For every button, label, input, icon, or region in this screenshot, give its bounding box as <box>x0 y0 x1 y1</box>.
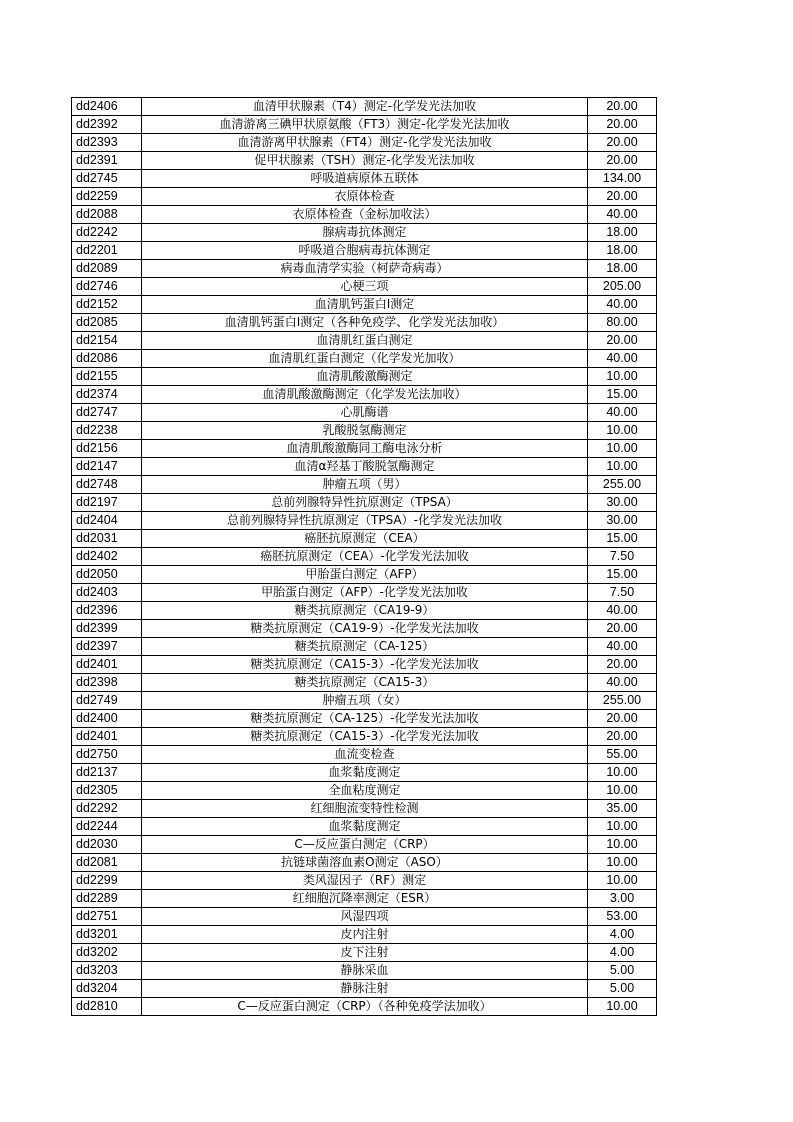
table-row <box>72 386 657 404</box>
item-name-cell: 静脉采血 <box>142 962 588 980</box>
table-row <box>72 440 657 458</box>
item-name-cell: 血清肌钙蛋白Ⅰ测定 <box>142 296 588 314</box>
item-code-cell: dd2810 <box>72 998 142 1016</box>
table-row <box>72 656 657 674</box>
item-price-cell: 7.50 <box>588 548 657 566</box>
item-price-cell: 4.00 <box>588 944 657 962</box>
table-row <box>72 728 657 746</box>
item-name-cell: 衣原体检查 <box>142 188 588 206</box>
item-price-cell: 15.00 <box>588 566 657 584</box>
item-code-cell: dd2238 <box>72 422 142 440</box>
table-row <box>72 908 657 926</box>
item-code-cell: dd2396 <box>72 602 142 620</box>
item-name-cell: 心梗三项 <box>142 278 588 296</box>
item-code-cell: dd2401 <box>72 656 142 674</box>
item-name-cell: 糖类抗原测定（CA15-3）-化学发光法加收 <box>142 728 588 746</box>
item-price-cell: 40.00 <box>588 602 657 620</box>
item-price-cell: 10.00 <box>588 818 657 836</box>
item-name-cell: 病毒血清学实验（柯萨奇病毒） <box>142 260 588 278</box>
table-row <box>72 962 657 980</box>
item-name-cell: C—反应蛋白测定（CRP）（各种免疫学法加收） <box>142 998 588 1016</box>
item-price-cell: 10.00 <box>588 458 657 476</box>
item-code-cell: dd2399 <box>72 620 142 638</box>
table-row <box>72 854 657 872</box>
item-name-cell: 静脉注射 <box>142 980 588 998</box>
item-price-cell: 30.00 <box>588 494 657 512</box>
item-price-cell: 15.00 <box>588 530 657 548</box>
item-code-cell: dd2086 <box>72 350 142 368</box>
item-price-cell: 10.00 <box>588 998 657 1016</box>
table-row <box>72 134 657 152</box>
item-price-cell: 20.00 <box>588 134 657 152</box>
table-row <box>72 404 657 422</box>
item-price-cell: 10.00 <box>588 836 657 854</box>
item-name-cell: 抗链球菌溶血素O测定（ASO） <box>142 854 588 872</box>
item-name-cell: 肿瘤五项（女） <box>142 692 588 710</box>
item-code-cell: dd2085 <box>72 314 142 332</box>
table-row <box>72 836 657 854</box>
table-row <box>72 620 657 638</box>
item-name-cell: 糖类抗原测定（CA-125）-化学发光法加收 <box>142 710 588 728</box>
item-price-cell: 35.00 <box>588 800 657 818</box>
item-code-cell: dd3202 <box>72 944 142 962</box>
table-row <box>72 818 657 836</box>
item-name-cell: 糖类抗原测定（CA19-9） <box>142 602 588 620</box>
table-row <box>72 98 657 116</box>
item-name-cell: 衣原体检查（金标加收法） <box>142 206 588 224</box>
item-code-cell: dd2404 <box>72 512 142 530</box>
item-code-cell: dd2374 <box>72 386 142 404</box>
item-name-cell: 血清甲状腺素（T4）测定-化学发光法加收 <box>142 98 588 116</box>
table-row <box>72 242 657 260</box>
item-name-cell: 皮下注射 <box>142 944 588 962</box>
item-price-cell: 40.00 <box>588 296 657 314</box>
table-row <box>72 152 657 170</box>
item-price-cell: 18.00 <box>588 224 657 242</box>
item-price-cell: 55.00 <box>588 746 657 764</box>
item-code-cell: dd3201 <box>72 926 142 944</box>
item-code-cell: dd2289 <box>72 890 142 908</box>
table-row <box>72 170 657 188</box>
item-name-cell: 血清游离甲状腺素（FT4）测定-化学发光法加收 <box>142 134 588 152</box>
item-code-cell: dd2154 <box>72 332 142 350</box>
item-code-cell: dd2242 <box>72 224 142 242</box>
item-price-cell: 4.00 <box>588 926 657 944</box>
table-row <box>72 710 657 728</box>
item-price-cell: 7.50 <box>588 584 657 602</box>
table-row <box>72 368 657 386</box>
item-price-cell: 40.00 <box>588 206 657 224</box>
item-price-cell: 20.00 <box>588 152 657 170</box>
item-name-cell: 呼吸道病原体五联体 <box>142 170 588 188</box>
item-price-cell: 10.00 <box>588 422 657 440</box>
item-name-cell: 血清肌红蛋白测定（化学发光加收） <box>142 350 588 368</box>
item-price-cell: 53.00 <box>588 908 657 926</box>
item-price-cell: 20.00 <box>588 620 657 638</box>
item-code-cell: dd2292 <box>72 800 142 818</box>
item-code-cell: dd2299 <box>72 872 142 890</box>
item-price-cell: 3.00 <box>588 890 657 908</box>
item-code-cell: dd2393 <box>72 134 142 152</box>
item-name-cell: 甲胎蛋白测定（AFP） <box>142 566 588 584</box>
item-code-cell: dd2259 <box>72 188 142 206</box>
item-name-cell: 癌胚抗原测定（CEA） <box>142 530 588 548</box>
item-price-cell: 10.00 <box>588 854 657 872</box>
table-row <box>72 602 657 620</box>
item-code-cell: dd2749 <box>72 692 142 710</box>
table-row <box>72 350 657 368</box>
item-name-cell: 甲胎蛋白测定（AFP）-化学发光法加收 <box>142 584 588 602</box>
table-row <box>72 296 657 314</box>
item-price-cell: 40.00 <box>588 638 657 656</box>
item-name-cell: 血清游离三碘甲状原氨酸（FT3）测定-化学发光法加收 <box>142 116 588 134</box>
item-code-cell: dd2398 <box>72 674 142 692</box>
item-price-cell: 255.00 <box>588 476 657 494</box>
table-row <box>72 224 657 242</box>
table-row <box>72 800 657 818</box>
item-name-cell: 心肌酶谱 <box>142 404 588 422</box>
table-row <box>72 422 657 440</box>
item-price-cell: 20.00 <box>588 332 657 350</box>
item-code-cell: dd2152 <box>72 296 142 314</box>
item-code-cell: dd2406 <box>72 98 142 116</box>
item-code-cell: dd2747 <box>72 404 142 422</box>
item-name-cell: 红细胞流变特性检测 <box>142 800 588 818</box>
table-row <box>72 548 657 566</box>
price-table <box>71 97 657 1016</box>
item-code-cell: dd2156 <box>72 440 142 458</box>
table-row <box>72 980 657 998</box>
item-code-cell: dd2401 <box>72 728 142 746</box>
item-code-cell: dd2137 <box>72 764 142 782</box>
table-row <box>72 782 657 800</box>
table-row <box>72 206 657 224</box>
item-name-cell: 肿瘤五项（男） <box>142 476 588 494</box>
table-row <box>72 494 657 512</box>
item-price-cell: 10.00 <box>588 782 657 800</box>
table-row <box>72 872 657 890</box>
item-price-cell: 40.00 <box>588 404 657 422</box>
item-price-cell: 20.00 <box>588 188 657 206</box>
item-price-cell: 40.00 <box>588 674 657 692</box>
item-code-cell: dd2391 <box>72 152 142 170</box>
item-price-cell: 10.00 <box>588 764 657 782</box>
table-row <box>72 746 657 764</box>
item-name-cell: 血浆黏度测定 <box>142 818 588 836</box>
table-row <box>72 188 657 206</box>
item-code-cell: dd2402 <box>72 548 142 566</box>
item-name-cell: 皮内注射 <box>142 926 588 944</box>
item-name-cell: 癌胚抗原测定（CEA）-化学发光法加收 <box>142 548 588 566</box>
item-code-cell: dd2155 <box>72 368 142 386</box>
table-row <box>72 638 657 656</box>
item-price-cell: 18.00 <box>588 242 657 260</box>
table-row <box>72 278 657 296</box>
item-code-cell: dd2746 <box>72 278 142 296</box>
item-price-cell: 10.00 <box>588 440 657 458</box>
item-name-cell: 腺病毒抗体测定 <box>142 224 588 242</box>
item-name-cell: 血清肌红蛋白测定 <box>142 332 588 350</box>
table-row <box>72 458 657 476</box>
item-code-cell: dd2745 <box>72 170 142 188</box>
item-code-cell: dd3204 <box>72 980 142 998</box>
item-price-cell: 20.00 <box>588 116 657 134</box>
item-name-cell: 糖类抗原测定（CA15-3） <box>142 674 588 692</box>
table-row <box>72 314 657 332</box>
item-code-cell: dd2030 <box>72 836 142 854</box>
table-row <box>72 260 657 278</box>
item-code-cell: dd2403 <box>72 584 142 602</box>
item-name-cell: 血浆黏度测定 <box>142 764 588 782</box>
item-code-cell: dd3203 <box>72 962 142 980</box>
item-name-cell: 糖类抗原测定（CA19-9）-化学发光法加收 <box>142 620 588 638</box>
table-row <box>72 116 657 134</box>
item-name-cell: 血清肌酸激酶测定 <box>142 368 588 386</box>
table-row <box>72 764 657 782</box>
item-name-cell: 风湿四项 <box>142 908 588 926</box>
item-price-cell: 20.00 <box>588 98 657 116</box>
item-code-cell: dd2147 <box>72 458 142 476</box>
table-row <box>72 674 657 692</box>
item-price-cell: 5.00 <box>588 980 657 998</box>
item-name-cell: 类风湿因子（RF）测定 <box>142 872 588 890</box>
item-code-cell: dd2750 <box>72 746 142 764</box>
item-name-cell: 红细胞沉降率测定（ESR） <box>142 890 588 908</box>
table-row <box>72 584 657 602</box>
item-price-cell: 134.00 <box>588 170 657 188</box>
item-code-cell: dd2088 <box>72 206 142 224</box>
item-price-cell: 15.00 <box>588 386 657 404</box>
item-name-cell: 总前列腺特异性抗原测定（TPSA） <box>142 494 588 512</box>
item-code-cell: dd2751 <box>72 908 142 926</box>
item-code-cell: dd2748 <box>72 476 142 494</box>
item-name-cell: 糖类抗原测定（CA15-3）-化学发光法加收 <box>142 656 588 674</box>
table-row <box>72 332 657 350</box>
item-price-cell: 18.00 <box>588 260 657 278</box>
item-code-cell: dd2050 <box>72 566 142 584</box>
table-row <box>72 890 657 908</box>
table-row <box>72 566 657 584</box>
item-name-cell: 血清肌酸激酶测定（化学发光法加收） <box>142 386 588 404</box>
item-price-cell: 205.00 <box>588 278 657 296</box>
item-code-cell: dd2031 <box>72 530 142 548</box>
item-code-cell: dd2400 <box>72 710 142 728</box>
item-code-cell: dd2197 <box>72 494 142 512</box>
item-name-cell: 总前列腺特异性抗原测定（TPSA）-化学发光法加收 <box>142 512 588 530</box>
item-price-cell: 20.00 <box>588 728 657 746</box>
item-name-cell: C—反应蛋白测定（CRP） <box>142 836 588 854</box>
item-price-cell: 80.00 <box>588 314 657 332</box>
item-name-cell: 血流变检查 <box>142 746 588 764</box>
table-row <box>72 998 657 1016</box>
item-price-cell: 40.00 <box>588 350 657 368</box>
item-code-cell: dd2201 <box>72 242 142 260</box>
item-code-cell: dd2089 <box>72 260 142 278</box>
item-code-cell: dd2392 <box>72 116 142 134</box>
table-row <box>72 476 657 494</box>
table-row <box>72 512 657 530</box>
item-name-cell: 血清α羟基丁酸脱氢酶测定 <box>142 458 588 476</box>
table-row <box>72 926 657 944</box>
item-price-cell: 20.00 <box>588 656 657 674</box>
item-name-cell: 全血粘度测定 <box>142 782 588 800</box>
item-code-cell: dd2081 <box>72 854 142 872</box>
item-price-cell: 10.00 <box>588 872 657 890</box>
table-row <box>72 530 657 548</box>
item-code-cell: dd2305 <box>72 782 142 800</box>
table-row <box>72 692 657 710</box>
table-row <box>72 944 657 962</box>
item-name-cell: 促甲状腺素（TSH）测定-化学发光法加收 <box>142 152 588 170</box>
item-price-cell: 30.00 <box>588 512 657 530</box>
item-code-cell: dd2397 <box>72 638 142 656</box>
item-name-cell: 血清肌钙蛋白Ⅰ测定（各种免疫学、化学发光法加收） <box>142 314 588 332</box>
item-price-cell: 5.00 <box>588 962 657 980</box>
item-name-cell: 呼吸道合胞病毒抗体测定 <box>142 242 588 260</box>
item-code-cell: dd2244 <box>72 818 142 836</box>
item-name-cell: 血清肌酸激酶同工酶电泳分析 <box>142 440 588 458</box>
item-price-cell: 255.00 <box>588 692 657 710</box>
price-table-body <box>72 98 657 1016</box>
item-price-cell: 20.00 <box>588 710 657 728</box>
item-price-cell: 10.00 <box>588 368 657 386</box>
item-name-cell: 糖类抗原测定（CA-125） <box>142 638 588 656</box>
item-name-cell: 乳酸脱氢酶测定 <box>142 422 588 440</box>
